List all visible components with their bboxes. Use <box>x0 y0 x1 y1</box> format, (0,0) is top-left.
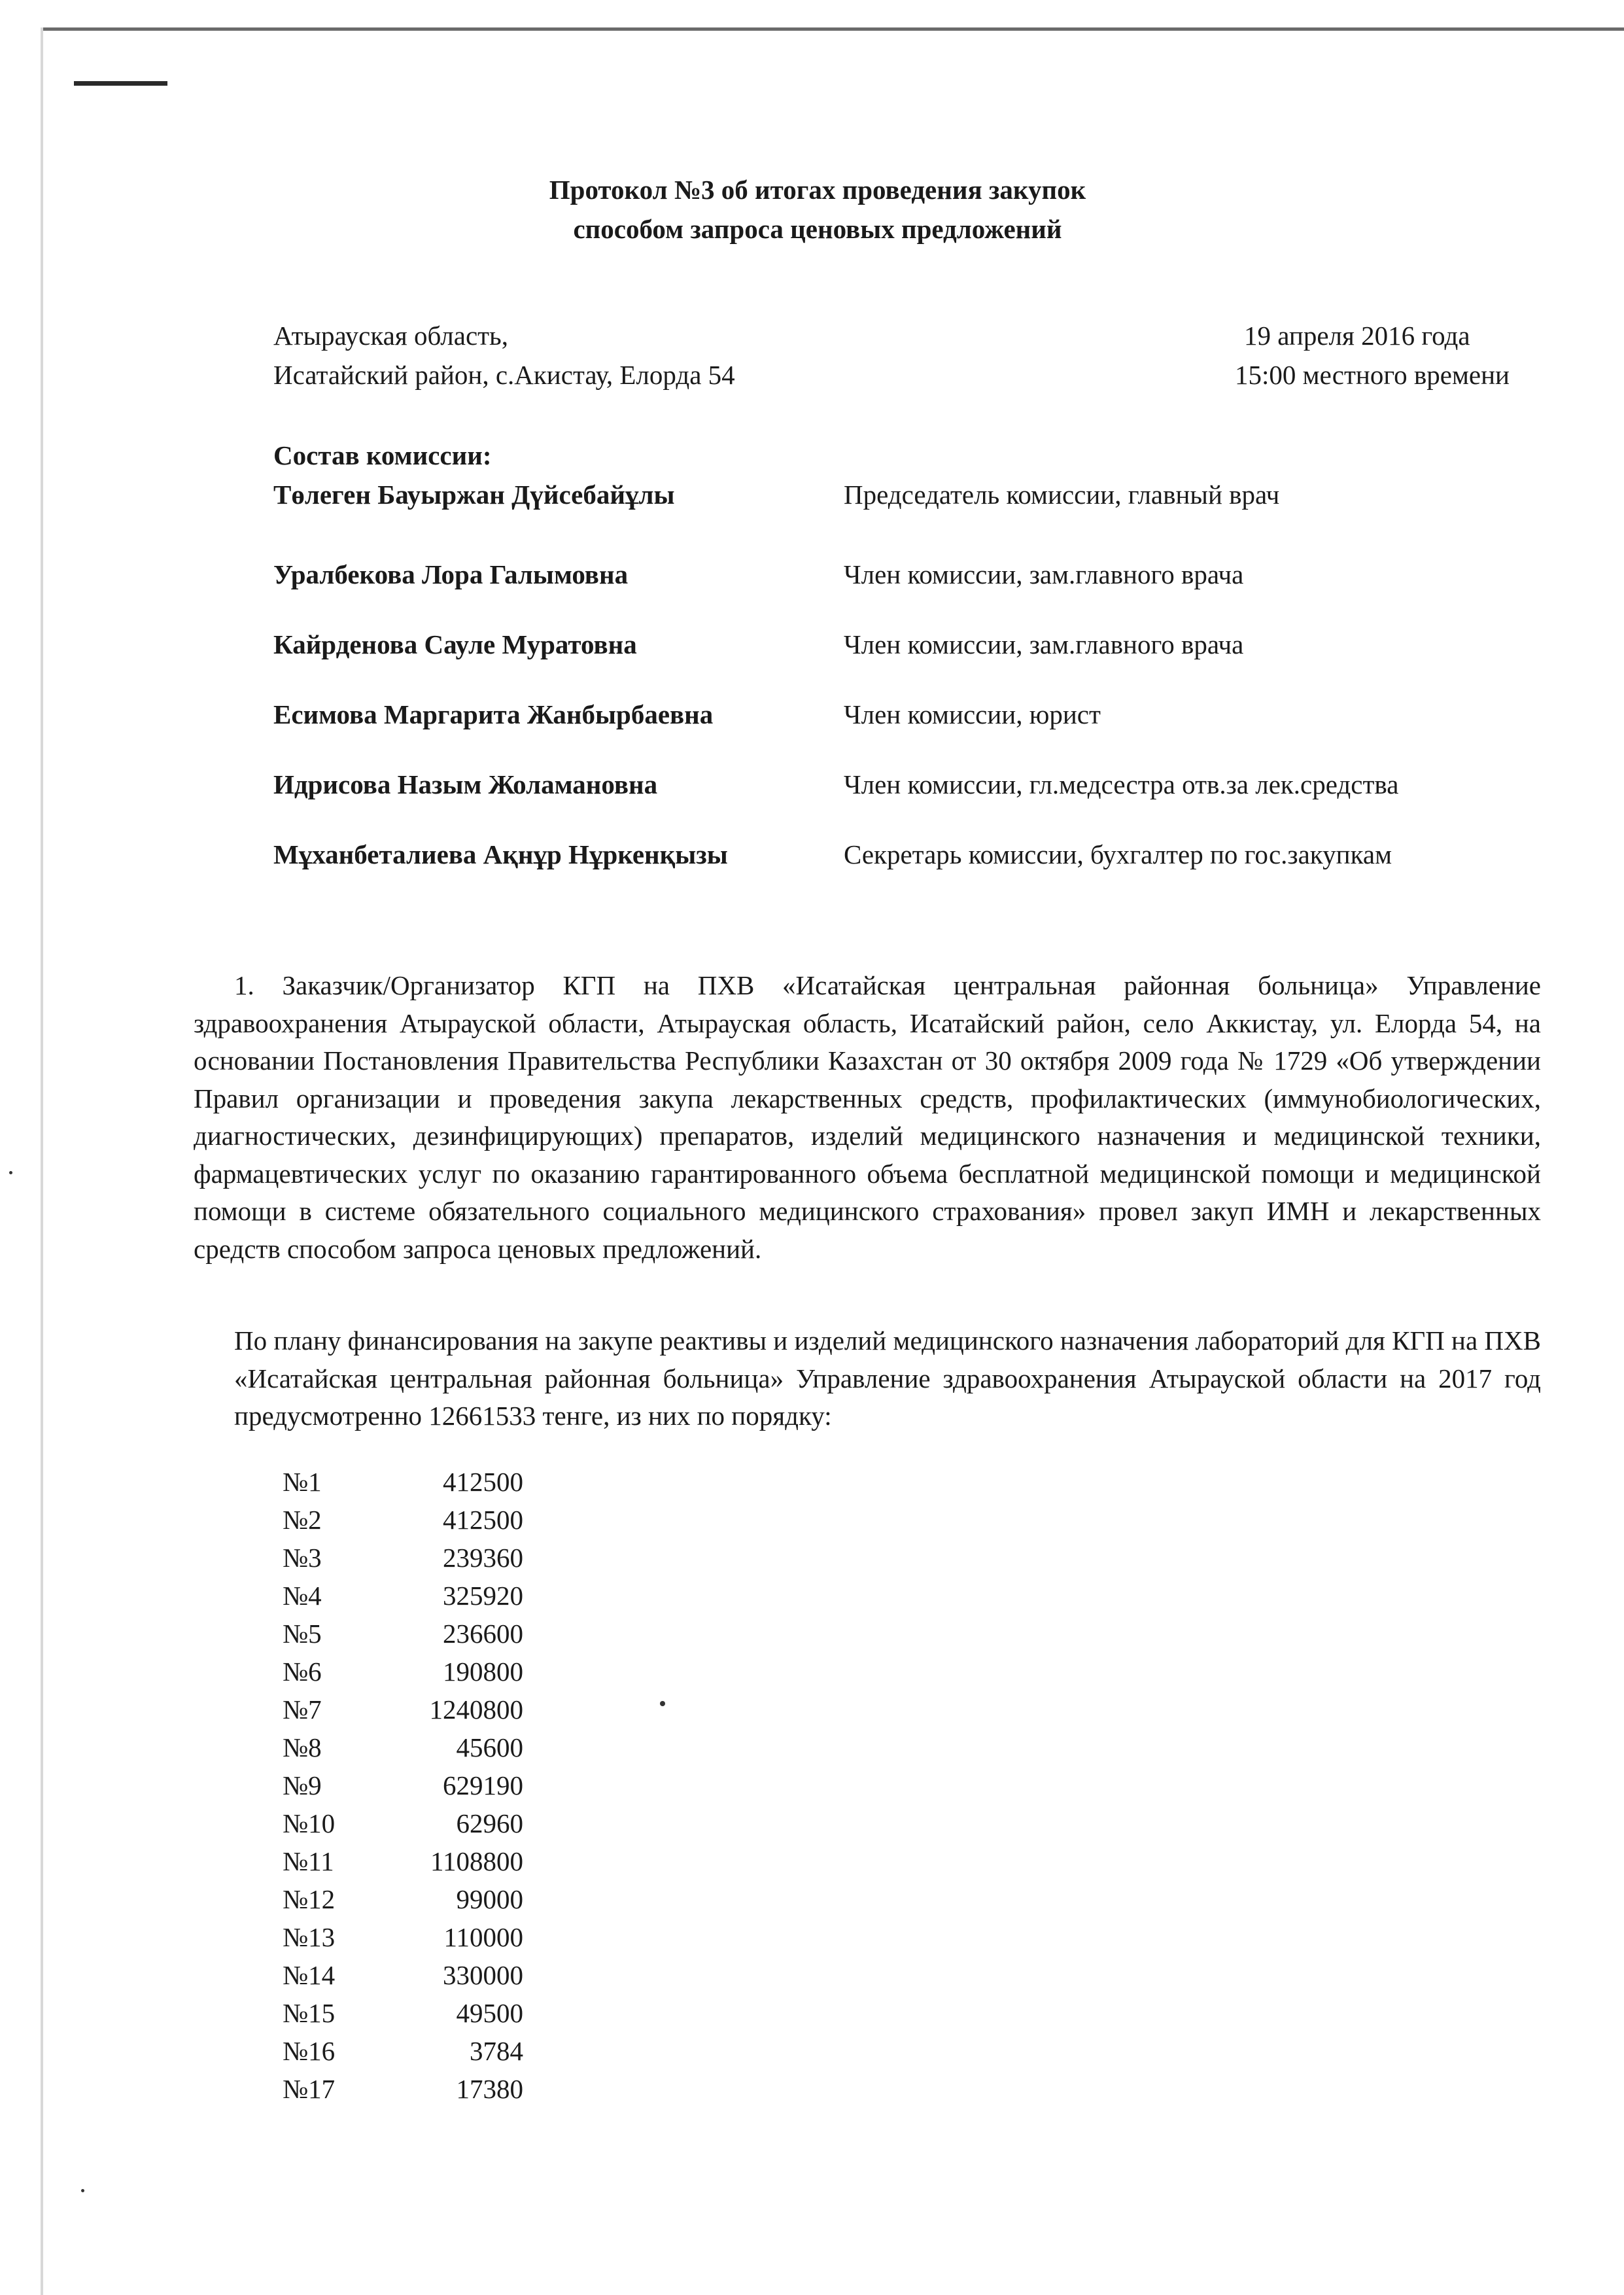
lot-amount: 629190 <box>443 1770 523 1800</box>
lot-number: №4 <box>283 1581 322 1611</box>
lot-amount: 1108800 <box>430 1846 523 1876</box>
member-role: Секретарь комиссии, бухгалтер по гос.закупкам <box>844 839 1392 869</box>
location-line-2: Исатайский район, с.Акистау, Елорда 54 <box>273 360 735 390</box>
lot-row <box>283 1539 544 1577</box>
lot-number: №11 <box>283 1846 334 1876</box>
lot-number: №7 <box>283 1694 322 1725</box>
member-role: Председатель комиссии, главный врач <box>844 480 1280 510</box>
lot-number: №6 <box>283 1656 322 1687</box>
lot-number: №9 <box>283 1770 322 1800</box>
member-role: Член комиссии, юрист <box>844 699 1101 729</box>
lot-amount: 3784 <box>470 2036 523 2066</box>
lot-row <box>283 1766 544 1804</box>
lot-row <box>283 1691 544 1728</box>
lot-amount: 239360 <box>443 1543 523 1573</box>
scan-left-edge <box>41 27 43 2295</box>
member-name: Кайрденова Сауле Муратовна <box>273 629 637 659</box>
speck <box>81 2189 84 2192</box>
member-name: Төлеген Бауыржан Дүйсебайұлы <box>273 480 675 510</box>
paragraph-1: 1. Заказчик/Организатор КГП на ПХВ «Исатайская центральная районная больница» Управление здравоохранения Атырауской области, Атырауская область, Исатайский район, село Аккистау, ул. Елорда 54, на основании Постановления Правительства Республики Казахстан от 30 октября 2009 года № 1729 «Об утверждении Правил организации и проведения закупа лекарственных средств, профилактических (иммунобиологических, диагностических, дезинфицирующих) препаратов, изделий медицинского назначения и медицинской техники, фармацевтических услуг по оказанию гарантированного объема бесплатной медицинской помощи и медицинской помощи в системе обязательного социального медицинского страхования» провел закуп ИМН и лекарственных средств способом запроса ценовых предложений. <box>194 970 1541 1264</box>
lot-number: №12 <box>283 1884 336 1914</box>
lot-row <box>283 1653 544 1691</box>
member-name: Уралбекова Лора Галымовна <box>273 559 629 589</box>
speck <box>9 1171 12 1174</box>
lot-amount: 412500 <box>443 1467 523 1497</box>
document-time: 15:00 местного времени <box>1235 360 1510 390</box>
paragraph-2: По плану финансирования на закупе реактивы и изделий медицинского назначения лабораторий для КГП на ПХВ «Исатайская центральная районная больница» Управление здравоохранения Атырауской области на 2017 год предусмотренно 12661533 тенге, из них по порядку: <box>234 1325 1541 1431</box>
lot-amount: 1240800 <box>429 1694 523 1725</box>
location-line-1: Атырауская область, <box>273 321 509 351</box>
lot-amount: 62960 <box>456 1808 523 1838</box>
corner-mark <box>74 81 167 86</box>
lot-amount: 17380 <box>456 2074 523 2104</box>
lot-amount: 45600 <box>456 1732 523 1762</box>
commission-heading: Состав комиссии: <box>273 440 492 470</box>
speck <box>660 1701 665 1706</box>
lot-row <box>283 1994 544 2032</box>
lot-amount: 110000 <box>443 1922 523 1952</box>
scan-top-edge <box>41 27 1624 31</box>
lot-row <box>283 1463 544 1501</box>
lot-row <box>283 1880 544 1918</box>
lot-amount: 190800 <box>443 1656 523 1687</box>
member-role: Член комиссии, гл.медсестра отв.за лек.средства <box>844 769 1399 799</box>
title-line-1: Протокол №3 об итогах проведения закупок <box>549 175 1086 205</box>
lot-number: №16 <box>283 2036 336 2066</box>
lot-row <box>283 1728 544 1766</box>
lot-amount: 99000 <box>456 1884 523 1914</box>
lot-number: №2 <box>283 1505 322 1535</box>
lot-amount: 412500 <box>443 1505 523 1535</box>
lot-number: №10 <box>283 1808 336 1838</box>
lot-row <box>283 1501 544 1539</box>
lot-amount: 330000 <box>443 1960 523 1990</box>
lot-row <box>283 2032 544 2070</box>
lot-number: №14 <box>283 1960 336 1990</box>
lot-row <box>283 1577 544 1615</box>
title-line-2: способом запроса ценовых предложений <box>573 214 1062 244</box>
document-title <box>196 170 1439 249</box>
member-role: Член комиссии, зам.главного врача <box>844 559 1244 589</box>
lot-number: №13 <box>283 1922 336 1952</box>
lot-list <box>283 1463 544 2108</box>
lot-number: №5 <box>283 1619 322 1649</box>
lot-amount: 236600 <box>443 1619 523 1649</box>
lot-row <box>283 1918 544 1956</box>
lot-row <box>283 2070 544 2108</box>
lot-amount: 325920 <box>443 1581 523 1611</box>
lot-number: №3 <box>283 1543 322 1573</box>
lot-row <box>283 1615 544 1653</box>
lot-number: №1 <box>283 1467 322 1497</box>
member-name: Мұханбеталиева Ақнұр Нұркенқызы <box>273 839 728 869</box>
member-name: Есимова Маргарита Жанбырбаевна <box>273 699 714 729</box>
document-date: 19 апреля 2016 года <box>1244 321 1470 351</box>
lot-number: №15 <box>283 1998 336 2028</box>
lot-row <box>283 1804 544 1842</box>
lot-amount: 49500 <box>456 1998 523 2028</box>
lot-number: №17 <box>283 2074 336 2104</box>
lot-row <box>283 1842 544 1880</box>
lot-number: №8 <box>283 1732 322 1762</box>
lot-row <box>283 1956 544 1994</box>
member-name: Идрисова Назым Жоламановна <box>273 769 658 799</box>
member-role: Член комиссии, зам.главного врача <box>844 629 1244 659</box>
